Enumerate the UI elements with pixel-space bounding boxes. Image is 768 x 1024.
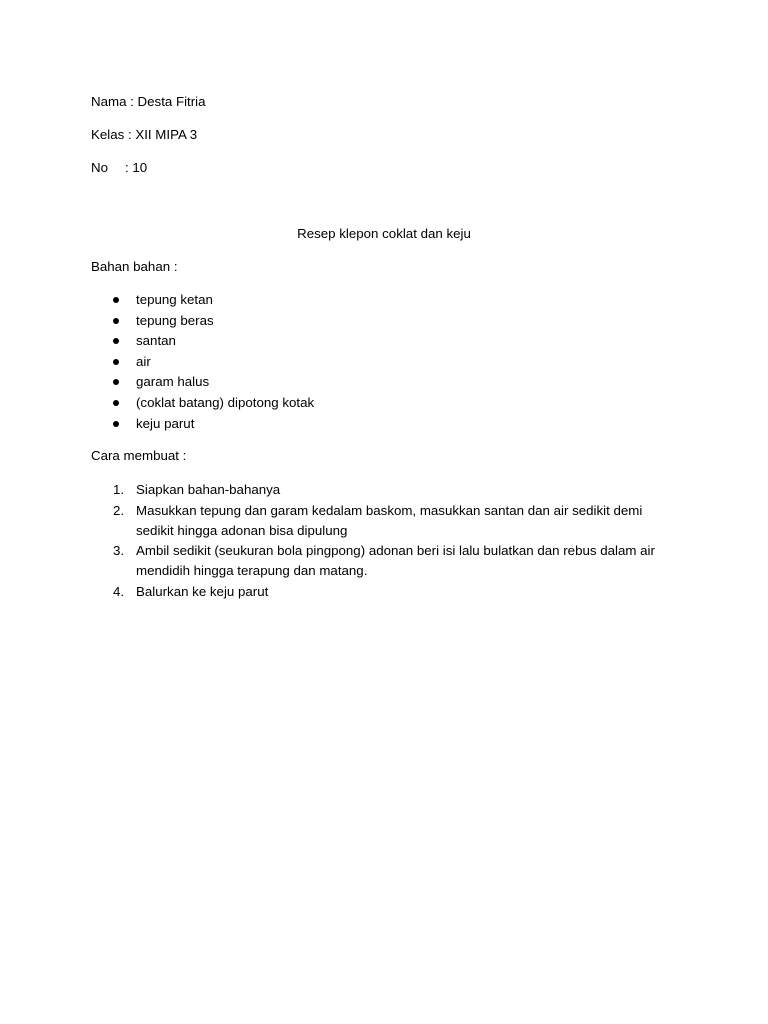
ingredient-text: keju parut (136, 415, 195, 431)
list-item (110, 480, 670, 500)
student-number (91, 159, 147, 177)
student-number-value: : 10 (125, 160, 148, 175)
list-item (110, 582, 670, 602)
student-name: Nama : Desta Fitria (91, 94, 206, 109)
student-class: Kelas : XII MIPA 3 (91, 127, 198, 142)
bullet-icon (113, 421, 119, 427)
ingredient-text: tepung ketan (136, 292, 213, 307)
list-item (110, 353, 314, 374)
step-text: Masukkan tepung dan garam kedalam baskom, masukkan santan dan air sedikit demi sedikit hingga adonan bisa dipulung (136, 502, 643, 538)
step-number: 4. (113, 583, 125, 599)
steps-list (110, 480, 670, 602)
ingredient-text: santan (136, 333, 176, 349)
step-text: Balurkan ke keju parut (136, 583, 269, 599)
list-item (110, 394, 314, 415)
ingredient-text: tepung beras (136, 312, 214, 328)
ingredient-text: (coklat batang) dipotong kotak (136, 394, 315, 410)
bullet-icon (113, 297, 119, 303)
step-number: 2. (113, 502, 125, 518)
ingredients-list (110, 291, 314, 435)
list-item (110, 415, 314, 436)
step-number: 1. (113, 482, 125, 497)
bullet-icon (113, 379, 119, 385)
step-number: 3. (113, 543, 125, 559)
ingredients-heading: Bahan bahan : (91, 259, 178, 274)
list-item (110, 291, 314, 312)
list-item (110, 373, 314, 394)
list-item (110, 541, 670, 581)
ingredient-text: garam halus (136, 374, 210, 390)
ingredient-text: air (136, 353, 151, 369)
list-item (110, 312, 314, 333)
step-text: Ambil sedikit (seukuran bola pingpong) adonan beri isi lalu bulatkan dan rebus dalam air mendidih hingga terapung dan matang. (136, 543, 655, 579)
bullet-icon (113, 359, 119, 365)
bullet-icon (113, 338, 119, 344)
list-item (110, 332, 314, 353)
step-text: Siapkan bahan-bahanya (136, 482, 281, 497)
recipe-title: Resep klepon coklat dan keju (297, 226, 471, 241)
student-number-label: No (91, 160, 108, 175)
steps-heading: Cara membuat : (91, 448, 187, 463)
bullet-icon (113, 400, 119, 406)
bullet-icon (113, 318, 119, 324)
list-item (110, 501, 670, 541)
